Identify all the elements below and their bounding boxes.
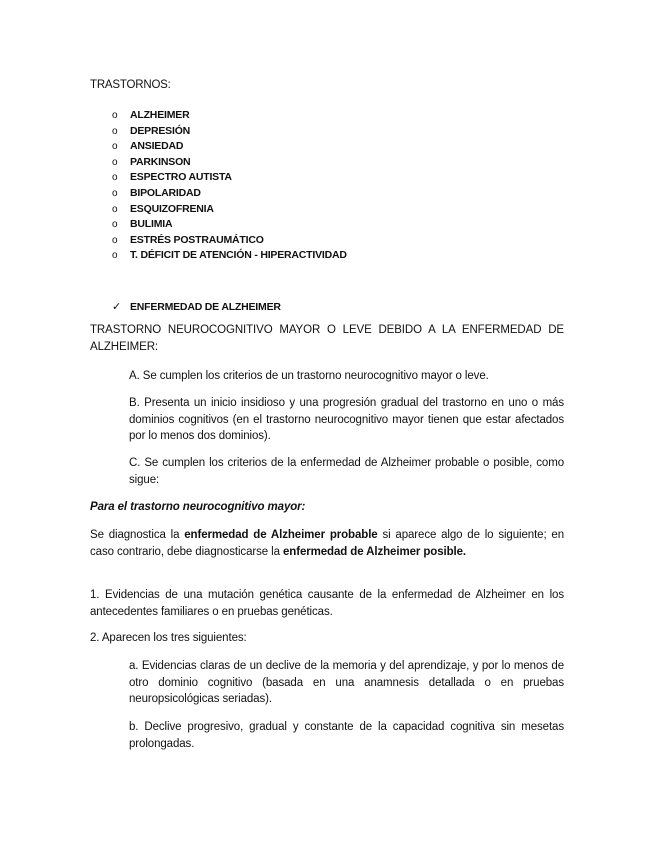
list-item: o ESQUIZOFRENIA	[112, 202, 347, 218]
circle-bullet-icon: o	[112, 234, 118, 246]
circle-bullet-icon: o	[112, 141, 118, 153]
disorder-list	[112, 108, 347, 264]
list-item: o ESPECTRO AUTISTA	[112, 170, 347, 186]
list-item: o DEPRESIÓN	[112, 124, 347, 140]
evidence-item-1: 1. Evidencias de una mutación genética causante de la enfermedad de Alzheimer en los antecedentes familiares o en pruebas genéticas.	[90, 589, 564, 618]
list-item: o ALZHEIMER	[112, 108, 347, 124]
section-title: ✓ ENFERMEDAD DE ALZHEIMER	[112, 301, 281, 313]
circle-bullet-icon: o	[112, 156, 118, 168]
circle-bullet-icon: o	[112, 219, 118, 231]
criterion-b: B. Presenta un inicio insidioso y una progresión gradual del trastorno en uno o más dominios cognitivos (en el trastorno neurocognitivo mayor tienen que estar afectados por lo menos dos dominios).	[129, 397, 564, 442]
list-item: o PARKINSON	[112, 155, 347, 171]
list-item: o BIPOLARIDAD	[112, 186, 347, 202]
circle-bullet-icon: o	[112, 172, 118, 184]
checkmark-icon: ✓	[112, 301, 122, 313]
page-heading: TRASTORNOS:	[90, 79, 171, 91]
sub-item-b: b. Declive progresivo, gradual y constante de la capacidad cognitiva sin mesetas prolongadas.	[129, 721, 564, 750]
circle-bullet-icon: o	[112, 203, 118, 215]
circle-bullet-icon: o	[112, 110, 118, 121]
list-item: o ESTRÉS POSTRAUMÁTICO	[112, 233, 347, 249]
evidence-item-2: 2. Aparecen los tres siguientes:	[90, 632, 247, 644]
diagnosis-paragraph: Se diagnostica la enfermedad de Alzheimer probable si aparece algo de lo siguiente; en caso contrario, debe diagnosticarse la enfermedad de Alzheimer posible.	[90, 529, 564, 558]
list-item: o ANSIEDAD	[112, 139, 347, 155]
list-item: o BULIMIA	[112, 217, 347, 233]
major-ncd-heading: Para el trastorno neurocognitivo mayor:	[90, 501, 306, 513]
list-item: o T. DÉFICIT DE ATENCIÓN - HIPERACTIVIDAD	[112, 248, 347, 264]
criterion-a: A. Se cumplen los criterios de un trastorno neurocognitivo mayor o leve.	[129, 370, 489, 382]
sub-item-a: a. Evidencias claras de un declive de la memoria y del aprendizaje, y por lo menos de otro dominio cognitivo (basada en una anamnesis detallada o en pruebas neuropsicológicas seriadas).	[129, 660, 564, 705]
circle-bullet-icon: o	[112, 250, 118, 262]
circle-bullet-icon: o	[112, 125, 118, 137]
circle-bullet-icon: o	[112, 187, 118, 199]
section-intro: TRASTORNO NEUROCOGNITIVO MAYOR O LEVE DEBIDO A LA ENFERMEDAD DE ALZHEIMER:	[90, 324, 564, 353]
criterion-c: C. Se cumplen los criterios de la enfermedad de Alzheimer probable o posible, como sigue:	[129, 457, 564, 486]
